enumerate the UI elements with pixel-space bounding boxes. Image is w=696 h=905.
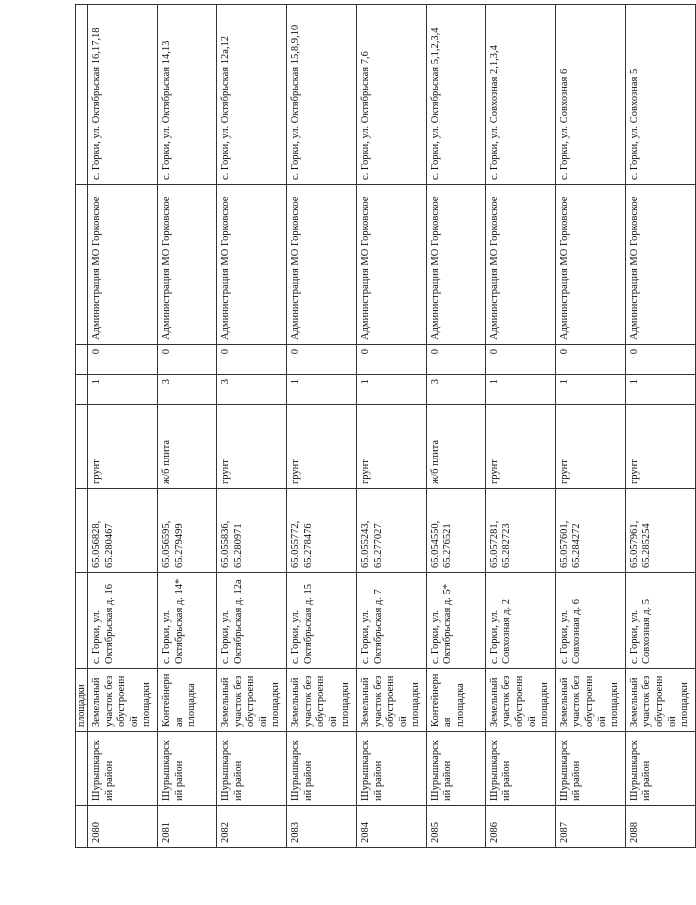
row-number-cell: 2087	[555, 806, 625, 848]
served-objects-cell: с. Горки, ул. Октябрьская 12а,12	[216, 5, 286, 185]
volume-cell: 0	[625, 345, 695, 375]
volume-cell: 0	[157, 345, 216, 375]
table-row	[555, 5, 625, 848]
row-number-cell: 2088	[625, 806, 695, 848]
address-cell: с. Горки, ул. Совхозная д. 2	[485, 573, 555, 669]
district-cell: Шурышкарский район	[625, 732, 695, 806]
address-cell: с. Горки, ул. Октябрьская д. 12а	[216, 573, 286, 669]
table-row	[157, 5, 216, 848]
served-objects-cell: с. Горки, ул. Октябрьская 5,1,2,3,4	[426, 5, 485, 185]
district-cell: Шурышкарский район	[426, 732, 485, 806]
site-type-cell: Земельный участок без обустроенной площадки	[286, 669, 356, 732]
row-number-cell: 2086	[485, 806, 555, 848]
container-count-cell: 1	[555, 375, 625, 405]
served-objects-cell: с. Горки, ул. Октябрьская 7,6	[356, 5, 426, 185]
site-type-cell: Земельный участок без обустроенной площадки	[485, 669, 555, 732]
table-row	[88, 5, 158, 848]
district-cell: Шурышкарский район	[555, 732, 625, 806]
coordinates-cell: 65.057601, 65.284272	[555, 489, 625, 573]
coordinates-cell: 65.057961, 65.285254	[625, 489, 695, 573]
container-count-cell: 1	[88, 375, 158, 405]
district-cell: Шурышкарский район	[286, 732, 356, 806]
site-type-cell: Контейнерная площадка	[426, 669, 485, 732]
table-row	[216, 5, 286, 848]
container-count-cell: 3	[216, 375, 286, 405]
table-row	[625, 5, 695, 848]
district-cell: Шурышкарский район	[157, 732, 216, 806]
district-cell: Шурышкарский район	[356, 732, 426, 806]
served-objects-cell: с. Горки, ул. Октябрьская 16,17,18	[88, 5, 158, 185]
coordinates-cell: 65.056828, 65.280467	[88, 489, 158, 573]
owner-cell: Администрация МО Горковское	[216, 185, 286, 345]
owner-cell: Администрация МО Горковское	[356, 185, 426, 345]
table-row	[356, 5, 426, 848]
site-type-cell: Земельный участок без обустроенной площадки	[216, 669, 286, 732]
row-number-cell: 2081	[157, 806, 216, 848]
volume-cell: 0	[555, 345, 625, 375]
surface-cell: грунт	[286, 405, 356, 489]
registry-table	[75, 4, 696, 848]
address-cell: с. Горки, ул. Октябрьская д. 15	[286, 573, 356, 669]
volume-cell: 0	[356, 345, 426, 375]
owner-cell: Администрация МО Горковское	[485, 185, 555, 345]
surface-cell: грунт	[216, 405, 286, 489]
owner-cell: Администрация МО Горковское	[286, 185, 356, 345]
address-cell: с. Горки, ул. Октябрьская д. 14*	[157, 573, 216, 669]
owner-cell: Администрация МО Горковское	[555, 185, 625, 345]
continuation-row	[76, 5, 88, 848]
district-cell: Шурышкарский район	[216, 732, 286, 806]
address-cell: с. Горки, ул. Совхозная д. 5	[625, 573, 695, 669]
container-count-cell: 1	[625, 375, 695, 405]
owner-cell: Администрация МО Горковское	[625, 185, 695, 345]
coordinates-cell: 65.055772, 65.278476	[286, 489, 356, 573]
volume-cell: 0	[485, 345, 555, 375]
address-cell: с. Горки, ул. Октябрьская д. 16	[88, 573, 158, 669]
owner-cell: Администрация МО Горковское	[426, 185, 485, 345]
address-cell: с. Горки, ул. Совхозная д. 6	[555, 573, 625, 669]
container-count-cell: 1	[356, 375, 426, 405]
site-type-cell: Земельный участок без обустроенной площадки	[356, 669, 426, 732]
address-cell: с. Горки, ул. Октябрьская д. 7	[356, 573, 426, 669]
row-number-cell: 2084	[356, 806, 426, 848]
container-count-cell: 3	[157, 375, 216, 405]
surface-cell: грунт	[356, 405, 426, 489]
served-objects-cell: с. Горки, ул. Октябрьская 15,8,9,10	[286, 5, 356, 185]
address-cell: с. Горки, ул. Октябрьская д. 5*	[426, 573, 485, 669]
surface-cell: грунт	[555, 405, 625, 489]
owner-cell: Администрация МО Горковское	[157, 185, 216, 345]
site-type-cell: Земельный участок без обустроенной площадки	[625, 669, 695, 732]
row-number-cell: 2082	[216, 806, 286, 848]
volume-cell: 0	[286, 345, 356, 375]
table-row	[426, 5, 485, 848]
surface-cell: грунт	[625, 405, 695, 489]
coordinates-cell: 65.055836, 65.280971	[216, 489, 286, 573]
served-objects-cell: с. Горки, ул. Совхозная 6	[555, 5, 625, 185]
container-count-cell: 1	[286, 375, 356, 405]
site-type-cell: Контейнерная площадка	[157, 669, 216, 732]
row-number-cell: 2083	[286, 806, 356, 848]
coordinates-cell: 65.054550, 65.276521	[426, 489, 485, 573]
registry-table-body	[76, 5, 696, 848]
site-type-cell: Земельный участок без обустроенной площадки	[88, 669, 158, 732]
volume-cell: 0	[88, 345, 158, 375]
volume-cell: 0	[216, 345, 286, 375]
district-cell: Шурышкарский район	[485, 732, 555, 806]
row-number-cell: 2085	[426, 806, 485, 848]
served-objects-cell: с. Горки, ул. Совхозная 5	[625, 5, 695, 185]
volume-cell: 0	[426, 345, 485, 375]
served-objects-cell: с. Горки, ул. Совхозная 2,1,3,4	[485, 5, 555, 185]
continuation-type-cell: площадки	[76, 669, 88, 732]
coordinates-cell: 65.057281, 65.282723	[485, 489, 555, 573]
surface-cell: ж/б плита	[426, 405, 485, 489]
table-row	[485, 5, 555, 848]
table-row	[286, 5, 356, 848]
served-objects-cell: с. Горки, ул. Октябрьская 14,13	[157, 5, 216, 185]
container-count-cell: 3	[426, 375, 485, 405]
coordinates-cell: 65.056595, 65.279499	[157, 489, 216, 573]
site-type-cell: Земельный участок без обустроенной площадки	[555, 669, 625, 732]
surface-cell: грунт	[485, 405, 555, 489]
district-cell: Шурышкарский район	[88, 732, 158, 806]
surface-cell: грунт	[88, 405, 158, 489]
owner-cell: Администрация МО Горковское	[88, 185, 158, 345]
coordinates-cell: 65.055243, 65.277027	[356, 489, 426, 573]
row-number-cell: 2080	[88, 806, 158, 848]
container-count-cell: 1	[485, 375, 555, 405]
surface-cell: ж/б плита	[157, 405, 216, 489]
